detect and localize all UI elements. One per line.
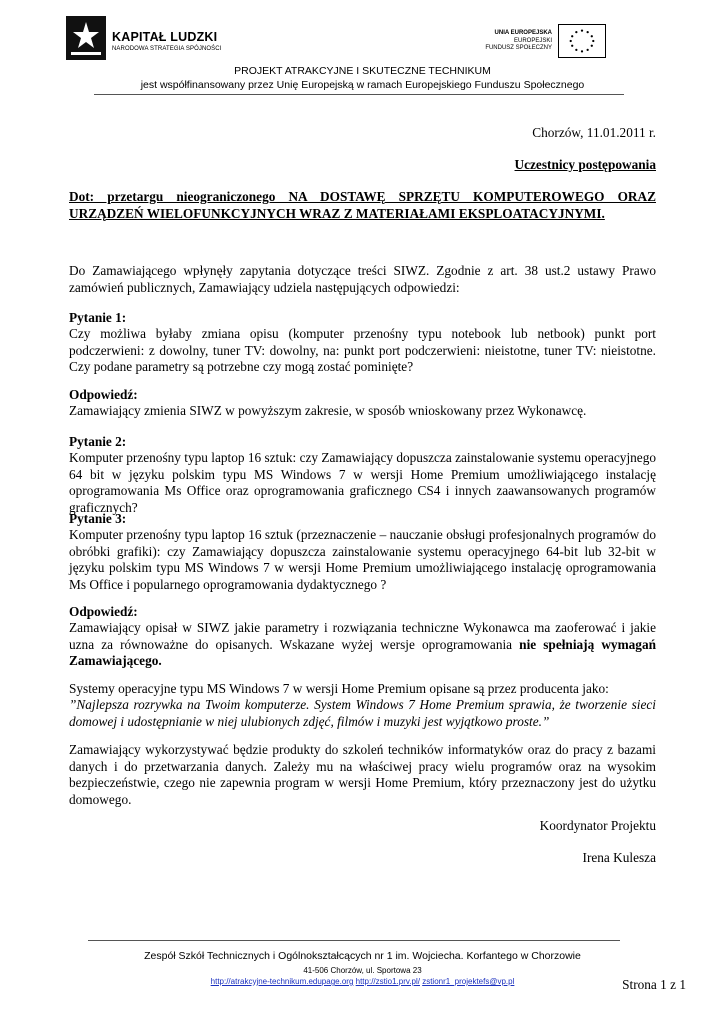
question-2-label: Pytanie 2: <box>69 434 127 449</box>
eu-logo-text <box>462 30 552 53</box>
answer-1-text: Zamawiający zmienia SIWZ w powyższym zakresie, w sposób wnioskowany przez Wykonawcę. <box>69 403 587 418</box>
systems-quote: ”Najlepsza rozrywka na Twoim komputerze. System Windows 7 Home Premium sprawia, że tworzenie sieci domowej i udostępnianie w niej ulubionych zdjęć, filmów i muzyki jest wyjątkowo proste.” <box>69 697 656 729</box>
question-2-text: Komputer przenośny typu laptop 16 sztuk: czy Zamawiający dopuszcza zainstalowanie systemu operacyjnego 64 bit w języku polskim typu MS Windows 7 w wersji Home Premium umożliwiającego instalację oprogramowania Ms Office oraz oprogramowania graficznego CS4 i innych zaawansowanych programów graficznych? <box>69 450 656 515</box>
recipients: Uczestnicy postępowania <box>514 157 656 172</box>
intro-paragraph: Do Zamawiającego wpłynęły zapytania dotyczące treści SIWZ. Zgodnie z art. 38 ust.2 ustawy Prawo zamówień publicznych, Zamawiający udziela następujących odpowiedzi: <box>69 263 656 295</box>
question-1-text: Czy możliwa byłaby zmiana opisu (komputer przenośny typu notebook lub netbook) punkt port podczerwieni: z dowolny, tuner TV: dowolny, na: punkt port podczerwieni: nieistotne, tuner TV: nieistotne. Czy podane parametry są potrzebne czy mogą zostać pominięte? <box>69 326 656 374</box>
kapital-ludzki-title: KAPITAŁ LUDZKI <box>112 30 218 44</box>
eu-line2: EUROPEJSKI <box>513 37 552 44</box>
question-1-label: Pytanie 1: <box>69 310 127 325</box>
subject: Dot: przetargu nieograniczonego NA DOSTAWĘ SPRZĘTU KOMPUTEROWEGO ORAZ URZĄDZEŃ WIELOFUNKCYJNYCH WRAZ Z MATERIAŁAMI EKSPLOATACYJNYMI. <box>69 189 656 221</box>
footer-link-zstio[interactable]: http://zstio1.prv.pl/ <box>355 977 420 986</box>
systems-text: Systemy operacyjne typu MS Windows 7 w wersji Home Premium opisane są przez producenta jako: <box>69 681 609 696</box>
header-divider <box>94 94 624 95</box>
answer-2-text: Zamawiający opisał w SIWZ jakie parametry i rozwiązania techniczne Wykonawca ma zaoferować i jakie uzna za równoważne do opisanych. Wskazane wyżej wersje oprogramowania <box>69 620 656 652</box>
kapital-ludzki-logo-icon <box>66 16 106 60</box>
project-subtitle: jest współfinansowany przez Unię Europejską w ramach Europejskiego Funduszu Społecznego <box>140 79 585 91</box>
footer-address: 41-506 Chorzów, ul. Sportowa 23 <box>303 966 422 975</box>
question-3-text: Komputer przenośny typu laptop 16 sztuk (przeznaczenie – nauczanie obsługi profesjonalnych programów do obróbki grafiki): czy Zamawiający dopuszcza zainstalowanie systemu operacyjnego 64-bit lub 32-bit w języku polskim typu MS Windows 7 w wersji Home Premium umożliwiającego instalację oprogramowania Ms Office i popularnego oprogramowania dydaktycznego ? <box>69 527 656 592</box>
eu-flag-icon <box>558 24 606 58</box>
answer-2-bold: nie spełniają wymagań Zamawiającego. <box>69 636 656 668</box>
page-number: Strona 1 z 1 <box>622 977 686 992</box>
signature-name: Irena Kulesza <box>582 850 656 865</box>
signature-role: Koordynator Projektu <box>539 818 656 833</box>
final-paragraph: Zamawiający wykorzystywać będzie produkty do szkoleń techników informatyków oraz do pracy z bazami danych i do przetwarzania danych. Zależy mu na właściwej pracy wielu programów oraz na wysokim bezpieczeństwie, czego nie zapewnia program w wersji Home Premium, który przeznaczony jest do użytku domowego. <box>69 742 656 807</box>
place-date: Chorzów, 11.01.2011 r. <box>532 125 656 140</box>
footer-link-edupage[interactable]: http://atrakcyjne-technikum.edupage.org <box>210 977 354 986</box>
answer-2-paragraph <box>69 620 656 670</box>
kapital-ludzki-subtitle: NARODOWA STRATEGIA SPÓJNOŚCI <box>112 46 222 52</box>
answer-1-label: Odpowiedź: <box>69 387 138 402</box>
footer-link-email[interactable]: zstionr1_projektefs@vp.pl <box>422 977 515 986</box>
eu-line3: FUNDUSZ SPOŁECZNY <box>485 45 552 51</box>
answer-2-label: Odpowiedź: <box>69 604 138 619</box>
question-3-label: Pytanie 3: <box>69 511 127 526</box>
footer-school: Zespół Szkół Technicznych i Ogólnokształcących nr 1 im. Wojciecha. Korfantego w Chorzowie <box>144 950 581 962</box>
footer-divider <box>88 940 620 941</box>
project-title: PROJEKT ATRAKCYJNE I SKUTECZNE TECHNIKUM <box>234 65 491 77</box>
eu-line1: UNIA EUROPEJSKA <box>494 30 552 36</box>
